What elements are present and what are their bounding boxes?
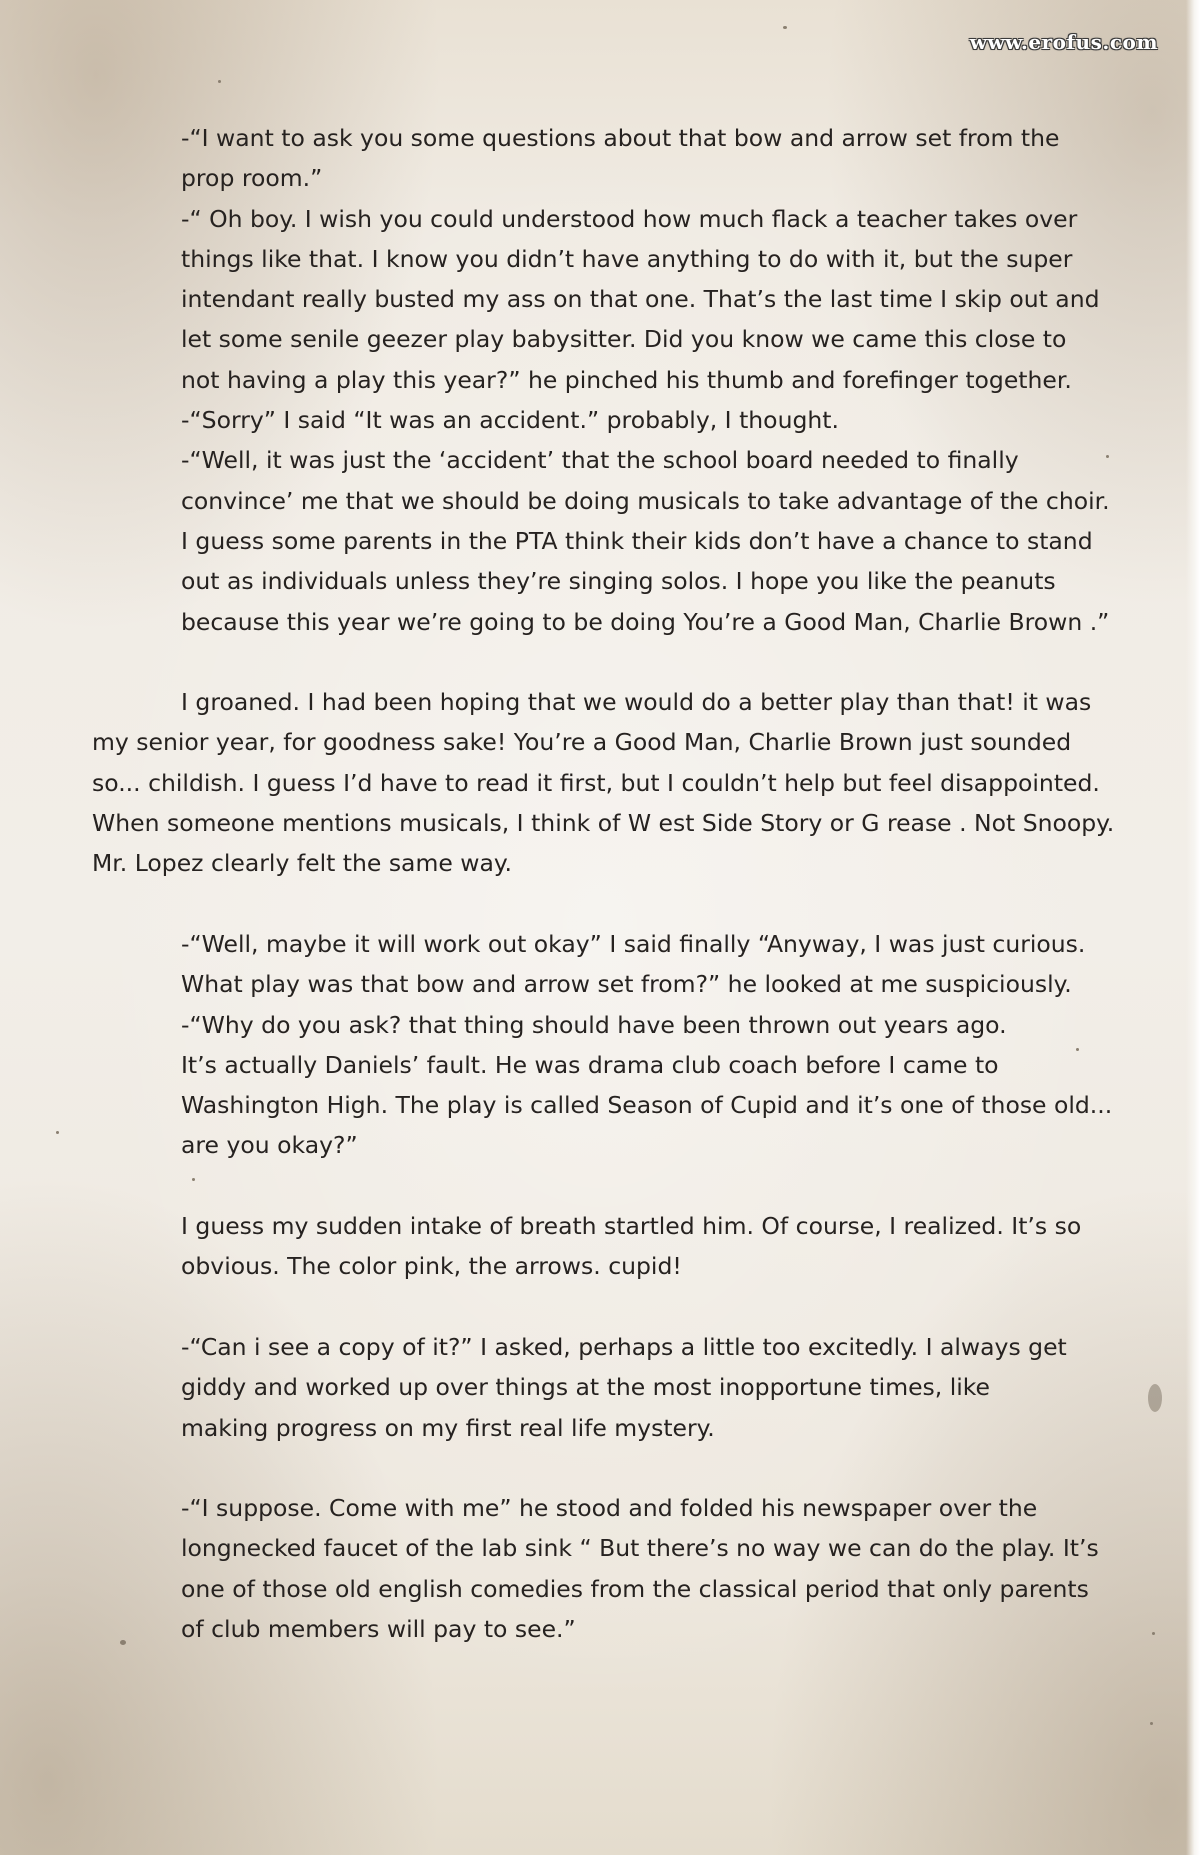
watermark-url: www.erofus.com bbox=[969, 30, 1158, 54]
paragraph-gap bbox=[92, 642, 1118, 682]
paper-speck bbox=[56, 1131, 59, 1134]
text-line: Washington High. The play is called Season of Cupid and it’s one of those old... bbox=[181, 1091, 1113, 1120]
paper-speck bbox=[1152, 1632, 1155, 1635]
paper-speck bbox=[783, 26, 787, 29]
text-line: let some senile geezer play babysitter. Did you know we came this close to bbox=[181, 325, 1067, 354]
text-line: not having a play this year?” he pinched his thumb and forefinger together. bbox=[181, 365, 1072, 394]
text-line: -“I want to ask you some questions about that bow and arrow set from the bbox=[181, 124, 1060, 152]
text-line: so... childish. I guess I’d have to read it first, but I couldn’t help but feel disappointed. bbox=[92, 768, 1100, 797]
paper-speck bbox=[1148, 1384, 1162, 1412]
text-line: -“Well, maybe it will work out okay” I said finally “Anyway, I was just curious. bbox=[181, 929, 1086, 958]
text-line: are you okay?” bbox=[181, 1131, 358, 1160]
text-line: prop room.” bbox=[181, 164, 323, 193]
text-line: I guess some parents in the PTA think their kids don’t have a chance to stand bbox=[181, 526, 1093, 555]
text-line: convince’ me that we should be doing musicals to take advantage of the choir. bbox=[181, 486, 1110, 515]
paper-speck bbox=[218, 80, 221, 83]
text-line: -“ Oh boy. I wish you could understood how much flack a teacher takes over bbox=[181, 204, 1078, 233]
text-line: intendant really busted my ass on that one. That’s the last time I skip out and bbox=[181, 285, 1100, 314]
text-line: giddy and worked up over things at the most inopportune times, like bbox=[181, 1373, 991, 1402]
text-line: Mr. Lopez clearly felt the same way. bbox=[92, 849, 512, 878]
text-line: -“I suppose. Come with me” he stood and folded his newspaper over the bbox=[181, 1494, 1038, 1523]
text-line: -“Why do you ask? that thing should have been thrown out years ago. bbox=[181, 1010, 1007, 1039]
text-line: I groaned. I had been hoping that we would do a better play than that! it was bbox=[181, 688, 1092, 717]
paragraph-gap bbox=[92, 1287, 1118, 1327]
text-line: one of those old english comedies from the classical period that only parents bbox=[181, 1574, 1089, 1603]
text-line: -“Can i see a copy of it?” I asked, perhaps a little too excitedly. I always get bbox=[181, 1332, 1067, 1361]
text-line: -“Well, it was just the ‘accident’ that the school board needed to finally bbox=[181, 446, 1019, 475]
text-line: It’s actually Daniels’ fault. He was drama club coach before I came to bbox=[181, 1050, 999, 1079]
text-line: things like that. I know you didn’t have anything to do with it, but the super bbox=[181, 244, 1073, 273]
text-line: making progress on my first real life mystery. bbox=[181, 1413, 715, 1442]
text-line: because this year we’re going to be doing You’re a Good Man, Charlie Brown .” bbox=[181, 607, 1110, 636]
paragraph-gap bbox=[92, 1448, 1118, 1488]
text-line: obvious. The color pink, the arrows. cupid! bbox=[181, 1252, 682, 1281]
page-edge bbox=[1186, 0, 1200, 1855]
text-line: -“Sorry” I said “It was an accident.” probably, I thought. bbox=[181, 406, 839, 435]
text-line: I guess my sudden intake of breath startled him. Of course, I realized. It’s so bbox=[181, 1212, 1082, 1241]
text-line: out as individuals unless they’re singing solos. I hope you like the peanuts bbox=[181, 567, 1056, 596]
text-line: longnecked faucet of the lab sink “ But there’s no way we can do the play. It’s bbox=[181, 1534, 1099, 1563]
text-line: my senior year, for goodness sake! You’re a Good Man, Charlie Brown just sounded bbox=[92, 728, 1072, 757]
text-line: What play was that bow and arrow set from?” he looked at me suspiciously. bbox=[181, 970, 1072, 999]
paragraph-gap bbox=[92, 1166, 1118, 1206]
paper-speck bbox=[1150, 1722, 1153, 1725]
paragraph-gap bbox=[92, 884, 1118, 924]
text-line: When someone mentions musicals, I think of W est Side Story or G rease . Not Snoopy. bbox=[92, 809, 1115, 838]
story-text bbox=[92, 118, 1118, 1649]
text-line: of club members will pay to see.” bbox=[181, 1614, 576, 1643]
